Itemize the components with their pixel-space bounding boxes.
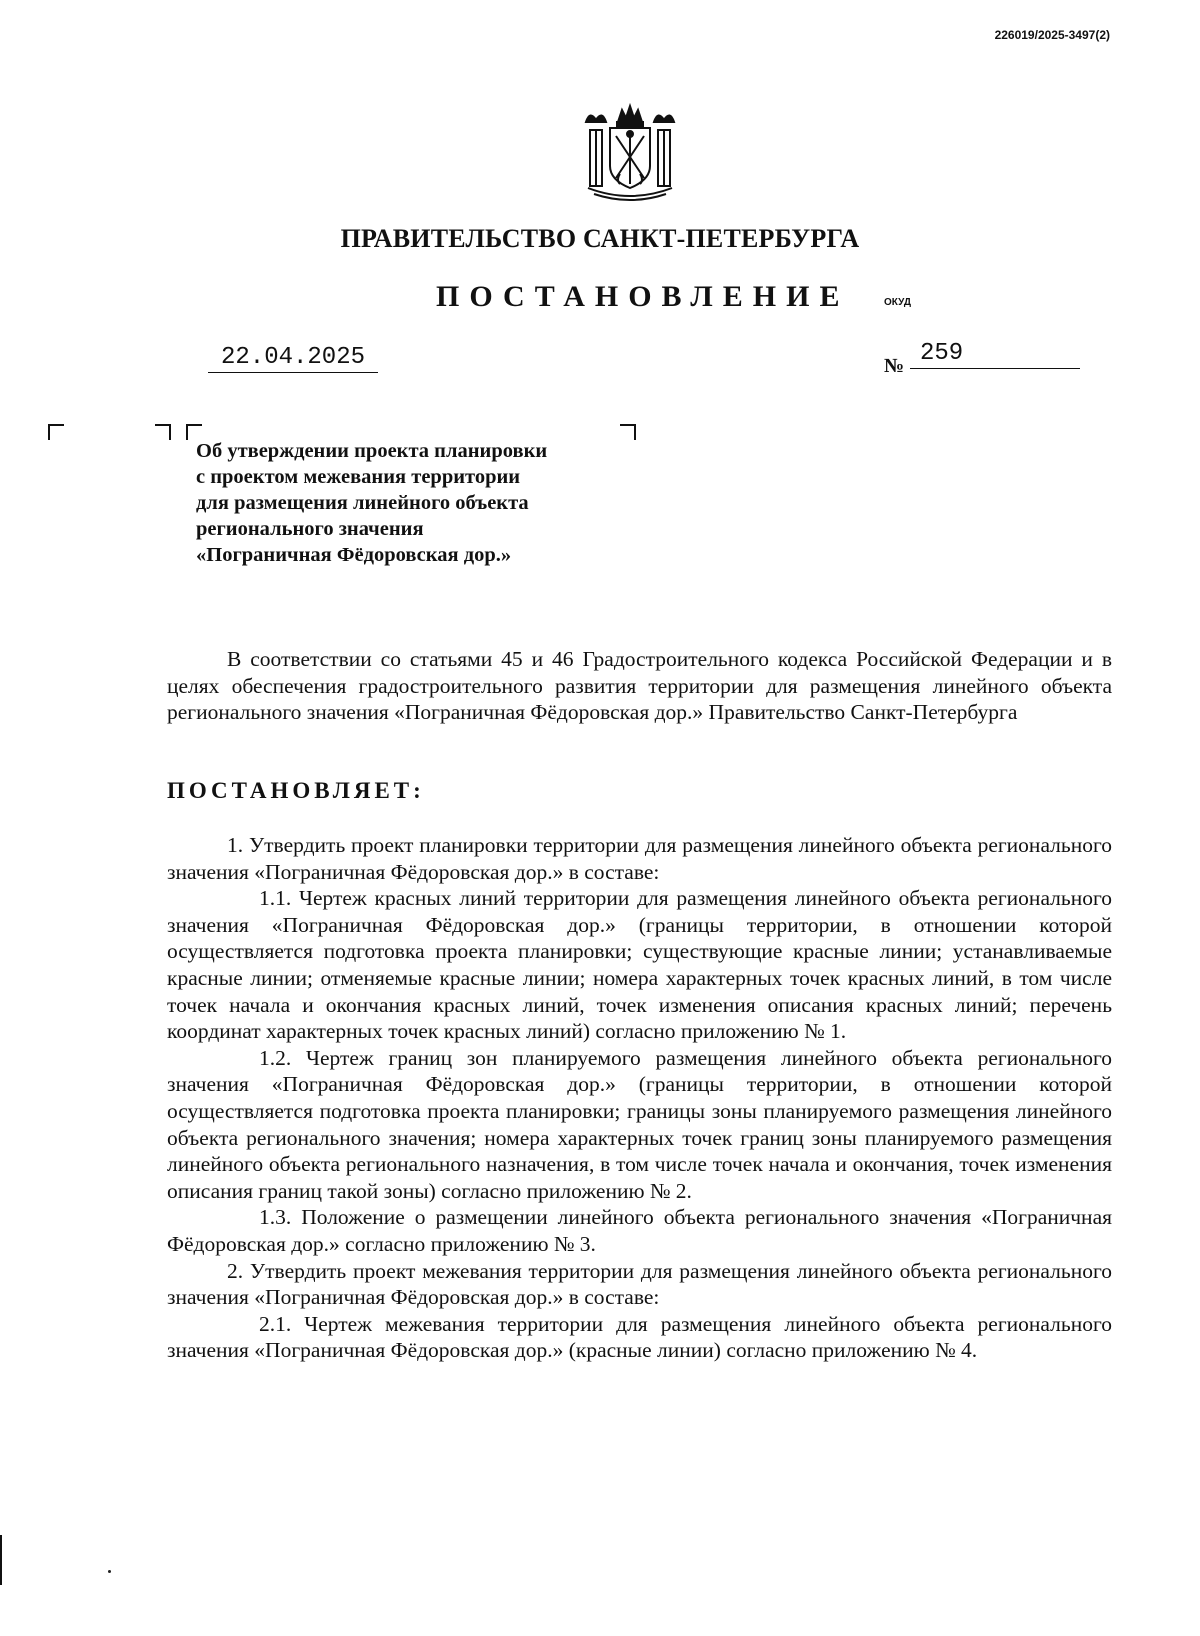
item-1-3: 1.3. Положение о размещении линейного объекта регионального значения «Пограничная Фёдоровская дор.» согласно приложению № 3. <box>167 1205 1112 1256</box>
item-2-1: 2.1. Чертеж межевания территории для размещения линейного объекта регионального значения «Пограничная Фёдоровская дор.» (красные линии) согласно приложению № 4. <box>167 1311 1112 1363</box>
issuing-authority: ПРАВИТЕЛЬСТВО САНКТ-ПЕТЕРБУРГА <box>340 224 860 253</box>
title-corner-mark-left <box>155 424 171 440</box>
title-line: регионального значения <box>196 518 424 540</box>
scan-speck <box>108 1570 111 1573</box>
okud-label: ОКУД <box>884 297 911 308</box>
document-title <box>196 438 636 568</box>
title-line: с проектом межевания территории <box>196 466 521 488</box>
decree-items <box>167 832 1112 1364</box>
document-date: 22.04.2025 <box>208 344 378 373</box>
saint-petersburg-coat-of-arms-icon <box>580 100 680 202</box>
title-line: «Пограничная Фёдоровская дор.» <box>196 544 512 566</box>
document-number: 259 <box>910 340 1080 369</box>
item-2: 2. Утвердить проект межевания территории для размещения линейного объекта регионального значения «Пограничная Фёдоровская дор.» в составе: <box>167 1258 1112 1310</box>
item-1-2: 1.2. Чертеж границ зон планируемого размещения линейного объекта регионального значения «Пограничная Фёдоровская дор.» (границы территории, в отношении которой осуществляется подготовка проекта планировки; границы зоны планируемого размещения линейного объекта регионального значения; номера характерных точек границ зоны планируемого размещения линейного объекта регионального назначения, в том числе точек начала и окончания, точек изменения описания границ такой зоны) согласно приложению № 2. <box>167 1045 1112 1203</box>
decree-heading: ПОСТАНОВЛЯЕТ: <box>167 778 425 803</box>
scan-edge-mark <box>0 1535 2 1585</box>
preamble <box>167 646 1112 726</box>
item-1-1: 1.1. Чертеж красных линий территории для размещения линейного объекта регионального значения «Пограничная Фёдоровская дор.» (границы территории, в отношении которой осуществляется подготовка проекта планировки; существующие красные линии; устанавливаемые красные линии; отменяемые красные линии; номера характерных точек красных линий, в том числе точек начала и окончания красных линий, точек изменения описания красных линий; перечень координат характерных точек красных линий) согласно приложению № 1. <box>167 886 1112 1044</box>
preamble-text: В соответствии со статьями 45 и 46 Градостроительного кодекса Российской Федерации и в целях обеспечения градостроительного развития территории для размещения линейного объекта регионального значения «Пограничная Фёдоровская дор.» Правительство Санкт-Петербурга <box>167 647 1112 725</box>
item-1: 1. Утвердить проект планировки территории для размещения линейного объекта регионального значения «Пограничная Фёдоровская дор.» в составе: <box>167 833 1112 884</box>
title-line: Об утверждении проекта планировки <box>196 440 548 462</box>
left-margin-corner-mark <box>48 424 64 440</box>
document-registration-number: 226019/2025-3497(2) <box>994 28 1110 42</box>
title-line: для размещения линейного объекта <box>196 492 529 514</box>
number-label: № <box>884 355 905 377</box>
document-type: ПОСТАНОВЛЕНИЕ <box>436 280 850 313</box>
